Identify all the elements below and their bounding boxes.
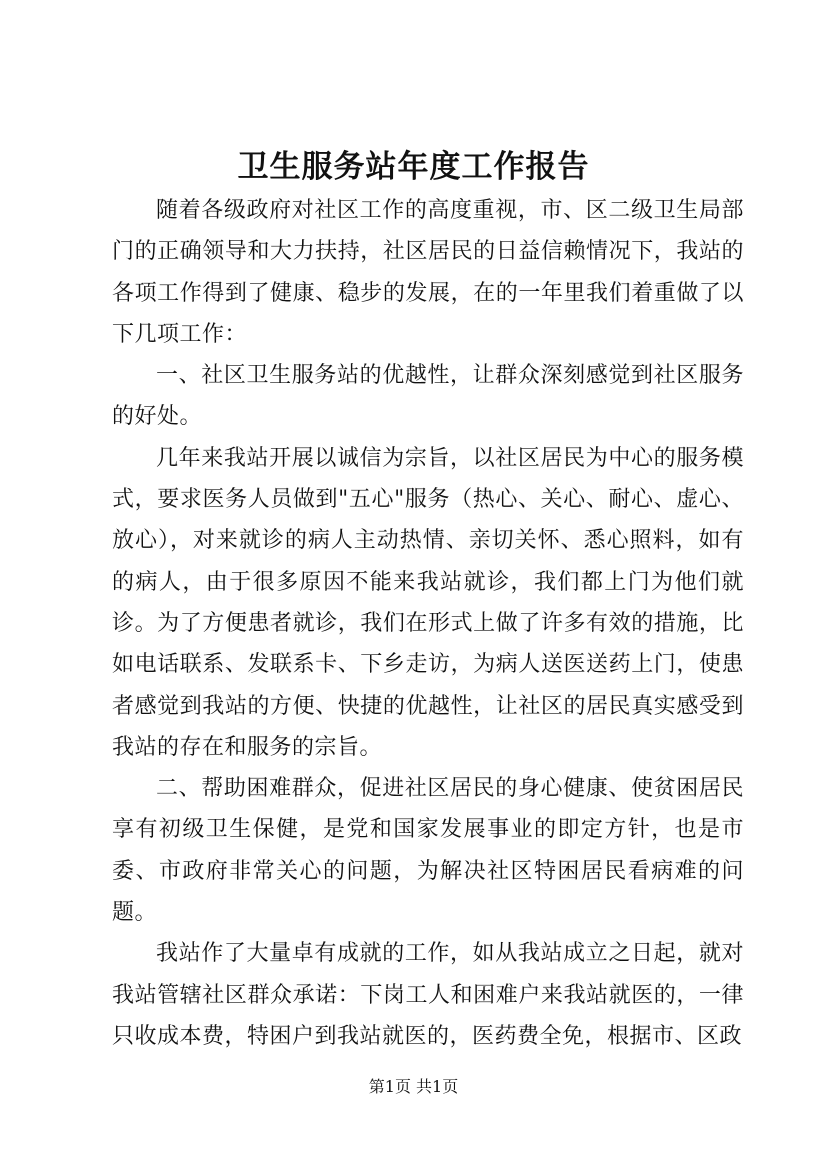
paragraph-section-two-heading: 二、帮助困难群众，促进社区居民的身心健康、使贫困居民享有初级卫生保健，是党和国家发展事业的即定方针，也是市委、市政府非常关心的问题，为解决社区特困居民看病难的问题。 xyxy=(112,776,744,926)
page-footer: 第1页 共1页 xyxy=(368,1077,459,1096)
paragraph-intro: 随着各级政府对社区工作的高度重视，市、区二级卫生局部门的正确领导和大力扶持，社区居民的日益信赖情况下，我站的各项工作得到了健康、稳步的发展，在的一年里我们着重做了以下几项工作： xyxy=(112,198,744,347)
document-body xyxy=(112,190,744,1057)
paragraph-section-two-body: 我站作了大量卓有成就的工作，如从我站成立之日起，就对我站管辖社区群众承诺：下岗工人和困难户来我站就医的，一律只收成本费，特困户到我站就医的，医药费全免，根据市、区政 xyxy=(112,941,744,1049)
paragraph-section-one-body: 几年来我站开展以诚信为宗旨，以社区居民为中心的服务模式，要求医务人员做到"五心"服务（热心、关心、耐心、虚心、放心），对来就诊的病人主动热情、亲切关怀、悉心照料，如有的病人，由于很多原因不能来我站就诊，我们都上门为他们就诊。为了方便患者就诊，我们在形式上做了许多有效的措施，比如电话联系、发联系卡、下乡走访，为病人送医送药上门，使患者感觉到我站的方便、快捷的优越性，让社区的居民真实感受到我站的存在和服务的宗旨。 xyxy=(112,445,744,760)
paragraph-section-one-heading: 一、社区卫生服务站的优越性，让群众深刻感觉到社区服务的好处。 xyxy=(112,363,744,430)
document-title: 卫生服务站年度工作报告 xyxy=(237,149,590,185)
